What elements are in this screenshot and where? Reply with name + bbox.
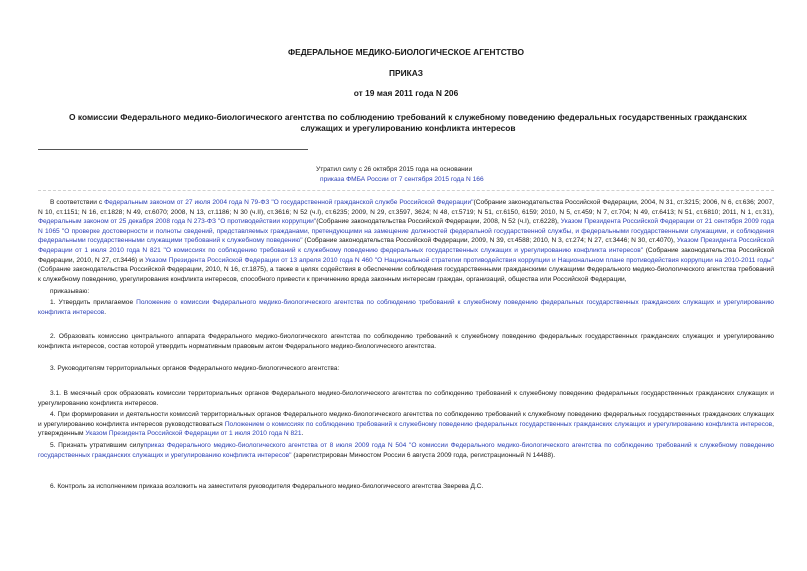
order-word: приказываю: [50, 288, 90, 295]
repeal-order-link[interactable]: приказа ФМБА России от 7 сентября 2015 года N 166 [320, 176, 484, 183]
document-type: ПРИКАЗ [388, 68, 424, 78]
note-divider [38, 190, 774, 191]
law-273fz-link[interactable]: Федеральным законом от 25 декабря 2008 года N 273-ФЗ "О противодействии коррупции" [38, 218, 317, 226]
regulation-link[interactable]: Положение о комиссии Федерального медико-биологического агентства по соблюдению требований к служебному поведению федеральных государственных гражданских служащих и урегулированию конфликта интересов [38, 299, 774, 316]
item-1: 1. Утвердить прилагаемое Положение о комиссии Федерального медико-биологического агентства по соблюдению требований к служебному поведению федеральных государственных гражданских служащих и урегулированию конфликта интересов. [38, 299, 774, 316]
item-4: 4. При формировании и деятельности комиссий территориальных органов Федерального медико-биологического агентства по соблюдению требований к служебному поведению федеральных государственных гражданских служащих и урегулированию конфликта интересов руководствоваться Положением о комиссиях по соблюдению требований к служебному поведению федеральных государственных гражданских служащих и урегулированию конфликта интересов, утвержденным Указом Президента Российской Федерации от 1 июля 2010 года N 821. [38, 411, 775, 438]
title-divider [38, 149, 308, 150]
status-note [316, 165, 484, 185]
status-note-text: Утратил силу с 26 октября 2015 года на основании [316, 166, 473, 173]
commission-regulation-link[interactable]: Положением о комиссиях по соблюдению требований к служебному поведению федеральных государственных гражданских служащих и урегулированию конфликта интересов [224, 420, 773, 428]
document-date-number: от 19 мая 2011 года N 206 [353, 88, 459, 98]
order-504-link[interactable]: приказ Федерального медико-биологического агентства от 8 июля 2009 года N 504 "О комиссии Федерального медико-биологического агентства по соблюдению требований к служебному поведению государственных гражданских служащих и урегулированию конфликта интересов" [38, 442, 774, 459]
preamble-paragraph: В соответствии с Федеральным законом от 27 июля 2004 года N 79-ФЗ "О государственной гражданской службе Российской Федерации"(Собрание законодательства Российской Федерации, 2004, N 31, ст.3215; 2006, N 6, ст.636; 2007, N 10, ст.1151; N 16, ст.1828; N 49, ст.6070; 2008, N 13, ст.1186; N 30 (ч.II), ст.3616; N 52 (ч.I), ст.6235; 2009, N 29, ст.3597, 3624; N 48, ст.5719; N 51, ст.6150, 6159; 2010, N 5, ст.459; N 7, ст.704; N 49, ст.6413; N 51, ст.6810; 2011, N 1, ст.31), Федеральным законом от 25 декабря 2008 года N 273-ФЗ "О противодействии коррупции"(Собрание законодательства Российской Федерации, 2008, N 52 (ч.I), ст.6228), Указом Президента Российской Федерации от 21 сентября 2009 года N 1065 "О проверке достоверности и полноты сведений, представляемых гражданами, претендующими на замещение должностей федеральной государственной службы, и федеральными государственными служащими, и соблюдения федеральными государственными служащими требований к служебному поведению" (Собрание законодательства Российской Федерации, 2009, N 39, ст.4588; 2010, N 3, ст.274; N 27, ст.3446; N 30, ст.4070), Указом Президента Российской Федерации от 1 июля 2010 года N 821 "О комиссиях по соблюдению требований к служебному поведению федеральных государственных служащих и урегулированию конфликта интересов" (Собрание законодательства Российской Федерации, 2010, N 27, ст.3446) и Указом Президента Российской Федерации от 13 апреля 2010 года N 460 "О Национальной стратегии противодействия коррупции и Национальном плане противодействия коррупции на 2010-2011 годы" (Собрание законодательства Российской Федерации, 2010, N 16, ст.1875), а также в целях содействия в обеспечении соблюдения государственными гражданскими служащими Федерального медико-биологического агентства требований к служебному поведению, урегулирования конфликта интересов, способного привести к причинению вреда законным интересам граждан, организаций, общества или Российской Федерации, [38, 199, 775, 283]
item-3: 3. Руководителям территориальных органов Федерального медико-биологического агентства: [50, 365, 340, 372]
item-6: 6. Контроль за исполнением приказа возложить на заместителя руководителя Федерального медико-биологического агентства Зверева Д.С. [50, 483, 484, 490]
decree-460-link[interactable]: Указом Президента Российской Федерации от 13 апреля 2010 года N 460 "О Национальной стратегии противодействия коррупции и Национальном плане противодействия коррупции на 2010-2011 годы" [145, 256, 774, 264]
item-2: 2. Образовать комиссию центрального аппарата Федерального медико-биологического агентства по соблюдению требований к служебному поведению федеральных государственных гражданских служащих и урегулированию конфликта интересов, состав которой утвердить нормативным правовым актом Федерального медико-биологического агентства. [38, 333, 774, 350]
item-3-1: 3.1. В месячный срок образовать комиссии территориальных органов Федерального медико-биологического агентства по соблюдению требований к служебному поведению федеральных государственных гражданских служащих и урегулированию конфликта интересов. [38, 390, 774, 407]
decree-1065-link[interactable]: Указом Президента Российской Федерации от 21 сентября 2009 года N 1065 "О проверке достоверности и полноты сведений, представляемых гражданами, претендующими на замещение должностей федеральной государственной службы, и федеральными государственными служащими, и соблюдения федеральными государственными служащими требований к служебному поведению" [38, 218, 774, 245]
decree-821-approval-link[interactable]: Указом Президента Российской Федерации от 1 июля 2010 года N 821 [85, 430, 302, 438]
item-5: 5. Признать утратившим силуприказ Федерального медико-биологического агентства от 8 июля 2009 года N 504 "О комиссии Федерального медико-биологического агентства по соблюдению требований к служебному поведению государственных гражданских служащих и урегулированию конфликта интересов" (зарегистрирован Минюстом России 6 августа 2009 года, регистрационный N 14488). [38, 442, 774, 459]
agency-name: ФЕДЕРАЛЬНОЕ МЕДИКО-БИОЛОГИЧЕСКОЕ АГЕНТСТВО [287, 47, 525, 57]
document-title: О комиссии Федерального медико-биологического агентства по соблюдению требований к служебному поведению федеральных государственных гражданских служащих и урегулированию конфликта интересов [69, 112, 747, 133]
decree-821-link[interactable]: Указом Президента Российской Федерации от 1 июля 2010 года N 821 "О комиссиях по соблюдению требований к служебному поведению федеральных государственных служащих и урегулированию конфликта интересов" [38, 237, 774, 254]
law-79fz-link[interactable]: Федеральным законом от 27 июля 2004 года N 79-ФЗ "О государственной гражданской службе Российской Федерации" [104, 199, 474, 206]
